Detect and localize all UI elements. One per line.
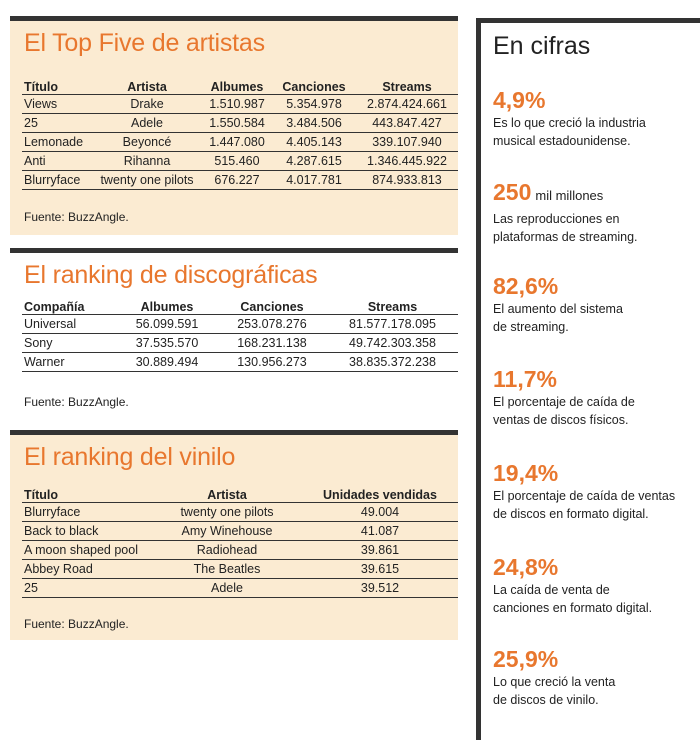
table-cell: 30.889.494 xyxy=(117,353,217,372)
column-header: Streams xyxy=(382,80,432,94)
table-cell: 253.078.276 xyxy=(217,315,327,334)
table-row xyxy=(22,560,458,579)
table-cell: 39.512 xyxy=(302,579,458,598)
table-row xyxy=(22,152,458,171)
table-cell: 39.615 xyxy=(302,560,458,579)
table-row xyxy=(22,95,458,114)
figures-title: En cifras xyxy=(493,32,591,60)
table-cell: twenty one pilots xyxy=(92,171,202,190)
table-cell: 1.346.445.922 xyxy=(356,152,458,171)
table-cell: 25 xyxy=(22,114,92,133)
labels-title: El ranking de discográficas xyxy=(24,261,318,289)
table-cell: Universal xyxy=(22,315,117,334)
table-cell: 3.484.506 xyxy=(272,114,356,133)
top-five-panel xyxy=(10,16,458,235)
stat-description: Las reproducciones en plataformas de streaming. xyxy=(493,212,638,244)
table-cell: Back to black xyxy=(22,522,152,541)
table-cell: 5.354.978 xyxy=(272,95,356,114)
table-cell: 39.861 xyxy=(302,541,458,560)
column-header: Compañía xyxy=(24,300,85,314)
table-cell: 168.231.138 xyxy=(217,334,327,353)
table-cell: 1.510.987 xyxy=(202,95,272,114)
vinyl-table xyxy=(22,484,458,598)
table-cell: 4.017.781 xyxy=(272,171,356,190)
table-cell: 515.460 xyxy=(202,152,272,171)
stat-value: 19,4% xyxy=(493,460,559,486)
table-cell: 4.405.143 xyxy=(272,133,356,152)
source-note: Fuente: BuzzAngle. xyxy=(24,395,129,409)
table-cell: Drake xyxy=(92,95,202,114)
table-row xyxy=(22,315,458,334)
top-five-table xyxy=(22,76,458,190)
column-header: Unidades vendidas xyxy=(323,488,437,502)
stat-value: 11,7% xyxy=(493,366,557,392)
column-header: Canciones xyxy=(240,300,304,314)
table-cell: 49.742.303.358 xyxy=(327,334,458,353)
stat-value: 250 mil millones xyxy=(493,179,604,205)
table-cell: 874.933.813 xyxy=(356,171,458,190)
stat-block xyxy=(493,459,700,523)
table-cell: Blurryface xyxy=(22,171,92,190)
table-cell: Abbey Road xyxy=(22,560,152,579)
table-row xyxy=(22,541,458,560)
table-cell: 443.847.427 xyxy=(356,114,458,133)
stat-value: 24,8% xyxy=(493,554,559,580)
table-row xyxy=(22,334,458,353)
table-cell: Beyoncé xyxy=(92,133,202,152)
stat-value: 4,9% xyxy=(493,87,546,113)
stat-description: El porcentaje de caída de ventas de discos en formato digital. xyxy=(493,489,676,521)
column-header: Canciones xyxy=(282,80,346,94)
table-cell: 56.099.591 xyxy=(117,315,217,334)
table-row xyxy=(22,353,458,372)
table-cell: 4.287.615 xyxy=(272,152,356,171)
column-header: Título xyxy=(24,488,59,502)
stat-block xyxy=(493,553,700,617)
table-cell: 41.087 xyxy=(302,522,458,541)
source-note: Fuente: BuzzAngle. xyxy=(24,617,129,631)
table-cell: Warner xyxy=(22,353,117,372)
table-cell: 49.004 xyxy=(302,503,458,522)
stat-description: Es lo que creció la industria musical estadounidense. xyxy=(493,116,646,148)
stat-block xyxy=(493,178,700,246)
table-cell: 130.956.273 xyxy=(217,353,327,372)
stat-value: 25,9% xyxy=(493,646,559,672)
source-note: Fuente: BuzzAngle. xyxy=(24,210,129,224)
table-cell: Lemonade xyxy=(22,133,92,152)
table-cell: Radiohead xyxy=(152,541,302,560)
table-cell: Adele xyxy=(152,579,302,598)
column-header: Artista xyxy=(127,80,167,94)
table-row xyxy=(22,579,458,598)
stat-block xyxy=(493,272,700,336)
column-header: Streams xyxy=(367,300,418,314)
table-cell: Rihanna xyxy=(92,152,202,171)
column-header: Albumes xyxy=(140,300,194,314)
stat-unit: mil millones xyxy=(535,188,604,203)
labels-table xyxy=(22,296,458,372)
stat-block xyxy=(493,365,700,429)
table-cell: twenty one pilots xyxy=(152,503,302,522)
stat-description: El aumento del sistema de streaming. xyxy=(493,302,623,334)
table-cell: 2.874.424.661 xyxy=(356,95,458,114)
column-header: Título xyxy=(24,80,59,94)
stat-description: El porcentaje de caída de ventas de discos físicos. xyxy=(493,395,635,427)
table-cell: 81.577.178.095 xyxy=(327,315,458,334)
table-cell: 25 xyxy=(22,579,152,598)
stat-description: La caída de venta de canciones en formato digital. xyxy=(493,583,653,615)
labels-panel xyxy=(10,248,458,425)
table-cell: 1.447.080 xyxy=(202,133,272,152)
stat-value: 82,6% xyxy=(493,273,559,299)
table-cell: 339.107.940 xyxy=(356,133,458,152)
stat-block xyxy=(493,645,700,709)
table-row xyxy=(22,133,458,152)
figures-column xyxy=(476,18,700,740)
table-cell: A moon shaped pool xyxy=(22,541,152,560)
table-cell: Views xyxy=(22,95,92,114)
vinyl-panel xyxy=(10,430,458,640)
table-row xyxy=(22,503,458,522)
table-cell: Blurryface xyxy=(22,503,152,522)
stat-block xyxy=(493,86,700,150)
vinyl-title: El ranking del vinilo xyxy=(24,443,236,471)
table-cell: 38.835.372.238 xyxy=(327,353,458,372)
top-five-title: El Top Five de artistas xyxy=(24,29,265,57)
table-row xyxy=(22,171,458,190)
table-row xyxy=(22,522,458,541)
table-cell: The Beatles xyxy=(152,560,302,579)
column-header: Artista xyxy=(207,488,247,502)
table-cell: 676.227 xyxy=(202,171,272,190)
table-cell: Anti xyxy=(22,152,92,171)
table-cell: 37.535.570 xyxy=(117,334,217,353)
table-cell: Amy Winehouse xyxy=(152,522,302,541)
table-cell: 1.550.584 xyxy=(202,114,272,133)
column-header: Albumes xyxy=(210,80,264,94)
table-cell: Adele xyxy=(92,114,202,133)
stat-description: Lo que creció la venta de discos de vinilo. xyxy=(493,675,616,707)
table-row xyxy=(22,114,458,133)
table-cell: Sony xyxy=(22,334,117,353)
